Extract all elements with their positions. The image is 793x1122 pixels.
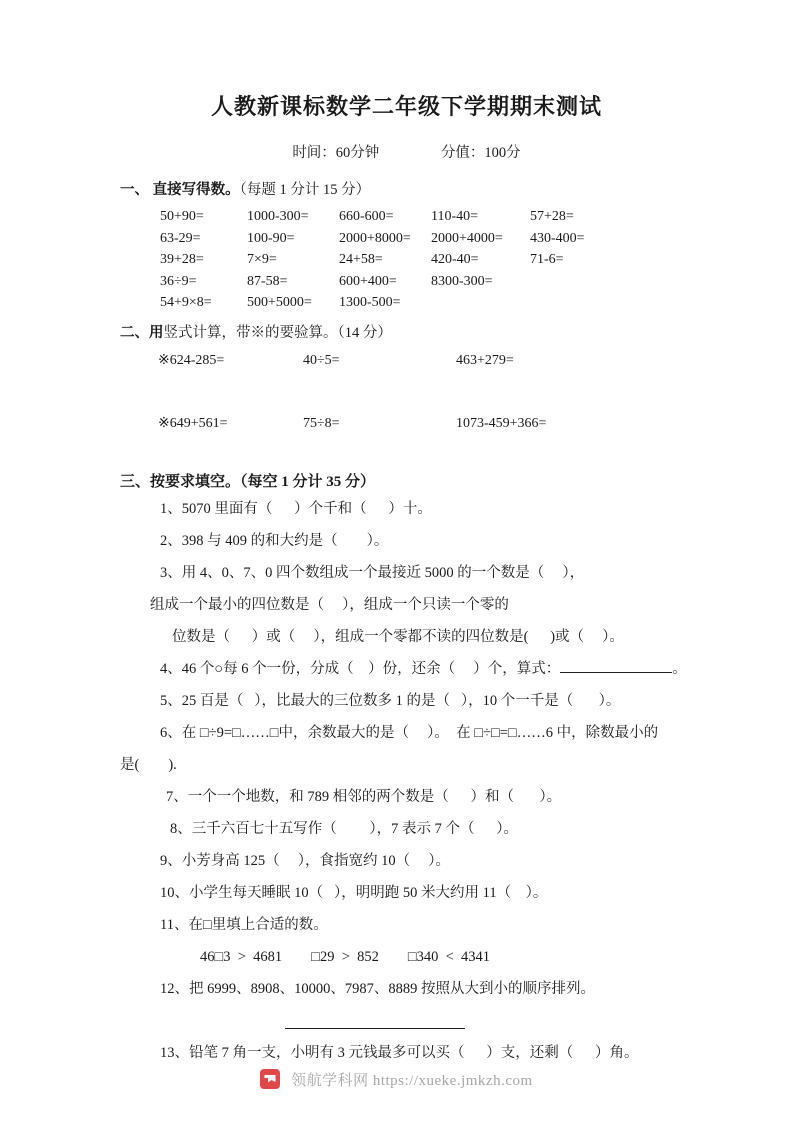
calc-problem: 71-6=: [530, 252, 564, 267]
section2-row1: [158, 351, 693, 371]
calc-problem: 40÷5=: [303, 352, 340, 368]
question-8: 8、三千六百七十五写作（ ），7 表示 7 个（ ）。: [170, 820, 518, 837]
calc-row: [160, 206, 693, 228]
question-6-line2: 是( ).: [120, 756, 177, 773]
calc-problem: 75÷8=: [303, 415, 340, 431]
question-12-answer-row: [120, 1005, 693, 1037]
question-7: 7、一个一个地数，和 789 相邻的两个数是（ ）和（ ）。: [166, 788, 562, 805]
calc-problem: 1000-300=: [247, 209, 309, 224]
question-13: 13、铅笔 7 角一支，小明有 3 元钱最多可以买（ ）支，还剩（ ）角。: [160, 1044, 639, 1061]
score-label: 分值：100分: [440, 145, 521, 161]
calc-problem: 36÷9=: [160, 273, 197, 289]
question-3-line2: 组成一个最小的四位数是（ ），组成一个只读一个零的: [150, 596, 509, 613]
question-6-line1: 6、在 □÷9=□……□中，余数最大的是（ ）。 在 □÷□=□……6 中，除数最小的: [160, 724, 659, 741]
section1-heading-rest: （每题 1 分计 15 分）: [239, 182, 371, 198]
section3-questions: [120, 493, 693, 1069]
section2-heading-bold: 二、用: [120, 324, 164, 341]
question-4-text: 4、46 个○每 6 个一份，分成（ ）份，还余（ ）个，算式：: [160, 660, 561, 677]
page-title: 人教新课标数学二年级下学期期末测试: [210, 94, 602, 119]
calc-problem: 420-40=: [431, 252, 479, 267]
calc-problem: 57+28=: [530, 209, 574, 224]
calc-problem: 100-90=: [247, 230, 295, 246]
calc-problem: ※649+561=: [158, 415, 228, 431]
site-logo-icon: [260, 1069, 280, 1094]
answer-blank-underline: [560, 659, 672, 673]
section2-heading-rest: 竖式计算，带※的要验算。（14 分）: [163, 324, 392, 341]
meta-line: [120, 141, 693, 162]
section1-problem-grid: [160, 206, 693, 314]
calc-problem: 8300-300=: [431, 273, 493, 289]
calc-problem: 110-40=: [431, 209, 479, 224]
question-4: [160, 653, 693, 685]
section1-heading-bold: 一、 直接写得数。: [120, 182, 240, 198]
calc-problem: 660-600=: [339, 209, 394, 224]
section2-heading: [120, 321, 693, 342]
calc-row: [160, 292, 693, 314]
calc-problem: 600+400=: [339, 273, 397, 289]
footer-text: 领航学科网 https://xueke.jmkzh.com: [291, 1073, 533, 1089]
section1-heading: [120, 178, 693, 199]
calc-problem: 1073-459+366=: [456, 415, 547, 431]
calc-row: [160, 249, 693, 271]
question-1: 1、5070 里面有（ ）个千和（ ）十。: [160, 500, 432, 517]
question-3-line3: 位数是（ ）或（ ），组成一个零都不读的四位数是( )或（ ）。: [172, 628, 624, 645]
calc-problem: 50+90=: [160, 209, 204, 224]
calc-problem: 1300-500=: [339, 295, 401, 310]
time-label: 时间：60分钟: [292, 145, 380, 161]
calc-problem: 63-29=: [160, 230, 201, 246]
calc-problem: 500+5000=: [247, 295, 312, 310]
calc-problem: ※624-285=: [158, 352, 225, 368]
footer: [0, 1069, 793, 1094]
answer-blank-underline: [285, 1005, 465, 1029]
question-9: 9、小芳身高 125（ ），食指宽约 10（ ）。: [160, 852, 450, 869]
calc-problem: 87-58=: [247, 273, 288, 289]
calc-problem: 7×9=: [247, 252, 277, 267]
calc-row: [160, 228, 693, 250]
calc-problem: 463+279=: [456, 352, 514, 368]
question-11-values: 46□3 > 4681 □29 > 852 □340 < 4341: [200, 948, 491, 965]
calc-problem: 2000+4000=: [431, 230, 503, 246]
calc-problem: 2000+8000=: [339, 230, 411, 246]
section2-row2: [158, 414, 693, 434]
calc-problem: 54+9×8=: [160, 295, 212, 310]
calc-problem: 24+58=: [339, 252, 383, 267]
question-3-line1: 3、用 4、0、7、0 四个数组成一个最接近 5000 的一个数是（ ），: [160, 564, 585, 581]
question-2: 2、398 与 409 的和大约是（ ）。: [160, 532, 389, 549]
question-12: 12、把 6999、8908、10000、7987、8889 按照从大到小的顺序排列。: [160, 980, 595, 997]
calc-row: [160, 271, 693, 293]
calc-problem: 39+28=: [160, 252, 204, 267]
section3-heading: 三、按要求填空。（每空 1 分计 35 分）: [120, 473, 376, 490]
calc-problem: 430-400=: [530, 230, 585, 246]
question-10: 10、小学生每天睡眠 10（ ），明明跑 50 米大约用 11（ ）。: [160, 884, 548, 901]
question-11: 11、在□里填上合适的数。: [160, 916, 328, 933]
question-4-period: 。: [672, 660, 687, 677]
question-5: 5、25 百是（ ），比最大的三位数多 1 的是（ ），10 个一千是（ ）。: [160, 692, 621, 709]
